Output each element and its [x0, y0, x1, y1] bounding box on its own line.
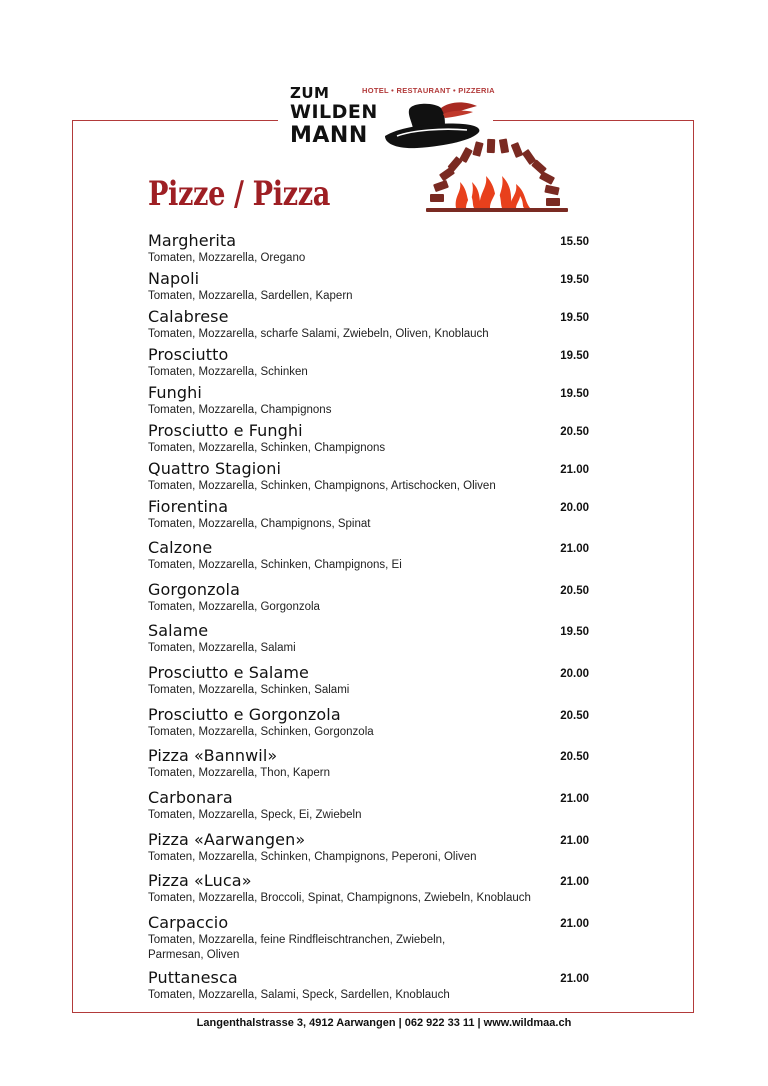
item-price: 19.50 — [560, 312, 589, 324]
item-name: Pizza «Aarwangen» — [148, 830, 306, 849]
item-price: 15.50 — [560, 236, 589, 248]
menu-item — [148, 308, 593, 342]
item-name: Prosciutto — [148, 345, 229, 364]
item-name: Quattro Stagioni — [148, 459, 281, 478]
menu-item — [148, 872, 593, 906]
footer-contact: Langenthalstrasse 3, 4912 Aarwangen | 062 922 33 11 | www.wildmaa.ch — [196, 1017, 572, 1029]
item-name: Margherita — [148, 231, 237, 250]
item-description: Tomaten, Mozzarella, Salami, Speck, Sardellen, Knoblauch — [148, 989, 450, 1001]
item-price: 20.50 — [560, 710, 589, 722]
item-name: Prosciutto e Salame — [148, 663, 309, 682]
menu-item — [148, 914, 593, 963]
menu-item — [148, 498, 593, 532]
logo-line-zum: ZUM — [290, 84, 330, 102]
menu-item — [148, 789, 593, 823]
item-name: Prosciutto e Funghi — [148, 421, 303, 440]
logo-tagline: HOTEL • RESTAURANT • PIZZERIA — [362, 86, 495, 95]
menu-item — [148, 747, 593, 781]
menu-item — [148, 706, 593, 740]
item-description: Tomaten, Mozzarella, Sardellen, Kapern — [148, 290, 353, 302]
item-price: 21.00 — [560, 543, 589, 555]
page-title: Pizze / Pizza — [148, 174, 330, 214]
item-name: Puttanesca — [148, 968, 238, 987]
item-price: 20.50 — [560, 585, 589, 597]
item-description: Tomaten, Mozzarella, Schinken — [148, 366, 308, 378]
item-name: Pizza «Bannwil» — [148, 746, 278, 765]
menu-item — [148, 346, 593, 380]
logo-line-wilden: WILDEN — [290, 101, 378, 123]
item-description: Tomaten, Mozzarella, Schinken, Salami — [148, 684, 350, 696]
item-price: 21.00 — [560, 793, 589, 805]
item-price: 19.50 — [560, 274, 589, 286]
logo-line-mann: MANN — [290, 123, 368, 148]
item-price: 20.00 — [560, 502, 589, 514]
item-name: Fiorentina — [148, 497, 229, 516]
item-name: Gorgonzola — [148, 580, 241, 599]
item-description: Tomaten, Mozzarella, Speck, Ei, Zwiebeln — [148, 809, 362, 821]
menu-item — [148, 969, 593, 1003]
menu-item — [148, 664, 593, 698]
item-description: Tomaten, Mozzarella, scharfe Salami, Zwiebeln, Oliven, Knoblauch — [148, 328, 489, 340]
item-price: 19.50 — [560, 626, 589, 638]
menu-item — [148, 270, 593, 304]
item-description: Tomaten, Mozzarella, Schinken, Gorgonzola — [148, 726, 374, 738]
menu-item — [148, 581, 593, 615]
item-name: Prosciutto e Gorgonzola — [148, 705, 341, 724]
menu-item — [148, 232, 593, 266]
item-price: 21.00 — [560, 973, 589, 985]
item-price: 20.50 — [560, 751, 589, 763]
item-description: Tomaten, Mozzarella, Schinken, Champignons, Artischocken, Oliven — [148, 480, 496, 492]
item-description: Tomaten, Mozzarella, Champignons — [148, 404, 332, 416]
item-name: Pizza «Luca» — [148, 871, 252, 890]
item-description: Tomaten, Mozzarella, Broccoli, Spinat, Champignons, Zwiebeln, Knoblauch — [148, 892, 531, 904]
item-name: Salame — [148, 621, 209, 640]
item-name: Napoli — [148, 269, 200, 288]
item-price: 21.00 — [560, 876, 589, 888]
item-description: Tomaten, Mozzarella, feine Rindfleischtranchen, Zwiebeln, Parmesan, Oliven — [148, 934, 446, 961]
menu-item — [148, 422, 593, 456]
item-description: Tomaten, Mozzarella, Champignons, Spinat — [148, 518, 371, 530]
item-description: Tomaten, Mozzarella, Schinken, Champignons, Peperoni, Oliven — [148, 851, 477, 863]
item-description: Tomaten, Mozzarella, Schinken, Champignons, Ei — [148, 559, 402, 571]
item-name: Calzone — [148, 538, 213, 557]
item-price: 19.50 — [560, 388, 589, 400]
item-name: Funghi — [148, 383, 202, 402]
item-price: 20.00 — [560, 668, 589, 680]
item-description: Tomaten, Mozzarella, Thon, Kapern — [148, 767, 330, 779]
item-price: 20.50 — [560, 426, 589, 438]
item-name: Carbonara — [148, 788, 233, 807]
item-price: 21.00 — [560, 835, 589, 847]
item-price: 21.00 — [560, 918, 589, 930]
item-description: Tomaten, Mozzarella, Oregano — [148, 252, 306, 264]
pizza-oven-icon — [426, 138, 568, 224]
menu-item — [148, 622, 593, 656]
item-description: Tomaten, Mozzarella, Salami — [148, 642, 296, 654]
item-description: Tomaten, Mozzarella, Gorgonzola — [148, 601, 320, 613]
item-price: 21.00 — [560, 464, 589, 476]
item-name: Carpaccio — [148, 913, 229, 932]
menu-item — [148, 539, 593, 573]
item-price: 19.50 — [560, 350, 589, 362]
menu-item — [148, 831, 593, 865]
item-description: Tomaten, Mozzarella, Schinken, Champignons — [148, 442, 386, 454]
menu-item — [148, 460, 593, 494]
item-name: Calabrese — [148, 307, 229, 326]
menu-item — [148, 384, 593, 418]
